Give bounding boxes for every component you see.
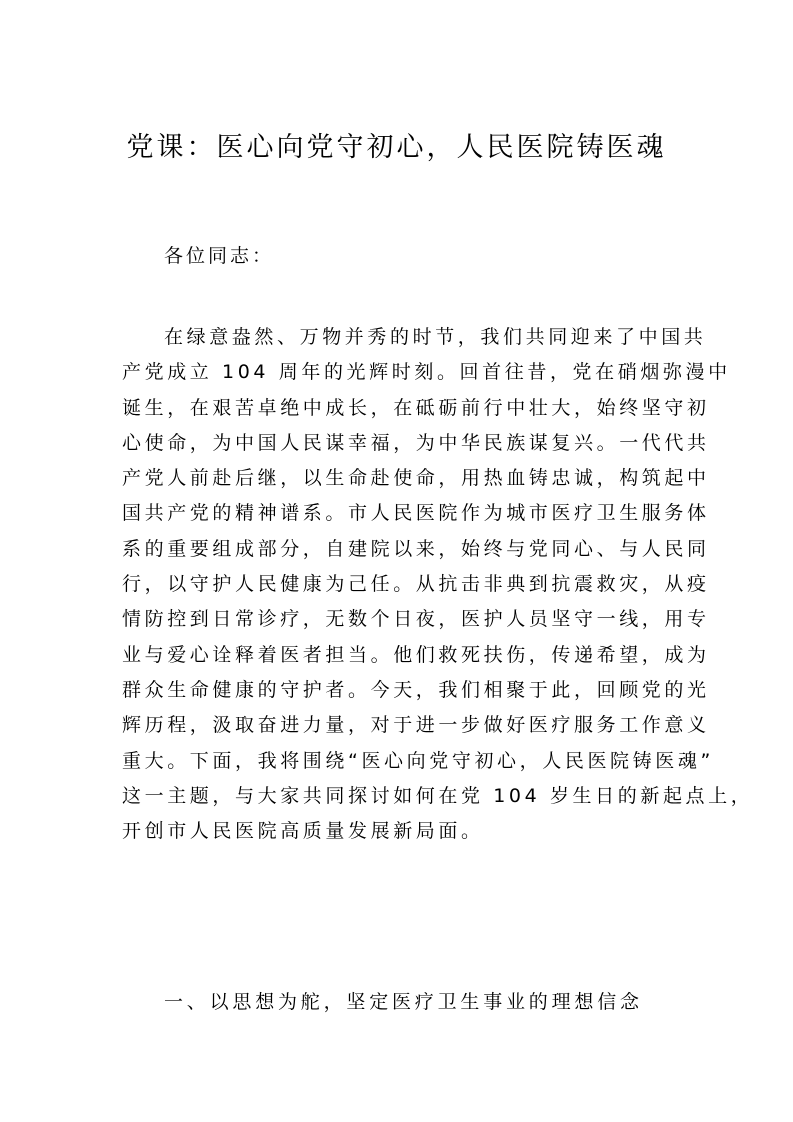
paragraph-line: 心使命，为中国人民谋幸福，为中华民族谋复兴。一代代共 bbox=[122, 431, 710, 454]
paragraph-line: 业与爱心诠释着医者担当。他们救死扶伤，传递希望，成为 bbox=[122, 643, 710, 666]
paragraph-line: 行，以守护人民健康为己任。从抗击非典到抗震救灾，从疫 bbox=[122, 573, 710, 596]
paragraph-1 bbox=[122, 320, 754, 849]
paragraph-line: 系的重要组成部分，自建院以来，始终与党同心、与人民同 bbox=[122, 537, 710, 560]
paragraph-line: 群众生命健康的守护者。今天，我们相聚于此，回顾党的光 bbox=[122, 678, 710, 701]
greeting: 各位同志： bbox=[164, 245, 275, 267]
paragraph-line: 重大。下面，我将围绕“医心向党守初心，人民医院铸医魂” bbox=[122, 749, 714, 772]
paragraph-line: 辉历程，汲取奋进力量，对于进一步做好医疗服务工作意义 bbox=[122, 714, 710, 737]
paragraph-line: 这一主题，与大家共同探讨如何在党 104 岁生日的新起点上， bbox=[122, 784, 754, 807]
paragraph-line: 在绿意盎然、万物并秀的时节，我们共同迎来了中国共 bbox=[164, 326, 707, 348]
paragraph-line: 开创市人民医院高质量发展新局面。 bbox=[122, 820, 484, 843]
paragraph-line: 产党成立 104 周年的光辉时刻。回首往昔，党在硝烟弥漫中 bbox=[122, 361, 731, 384]
paragraph-line: 产党人前赴后继，以生命赴使命，用热血铸忠诚，构筑起中 bbox=[122, 467, 710, 490]
section-heading-1: 一、以思想为舵，坚定医疗卫生事业的理想信念 bbox=[164, 991, 643, 1013]
paragraph-line: 诞生，在艰苦卓绝中成长，在砥砺前行中壮大，始终坚守初 bbox=[122, 396, 710, 419]
document-title: 党课：医心向党守初心，人民医院铸医魂 bbox=[126, 132, 667, 163]
paragraph-line: 国共产党的精神谱系。市人民医院作为城市医疗卫生服务体 bbox=[122, 502, 710, 525]
paragraph-line: 情防控到日常诊疗，无数个日夜，医护人员坚守一线，用专 bbox=[122, 608, 710, 631]
